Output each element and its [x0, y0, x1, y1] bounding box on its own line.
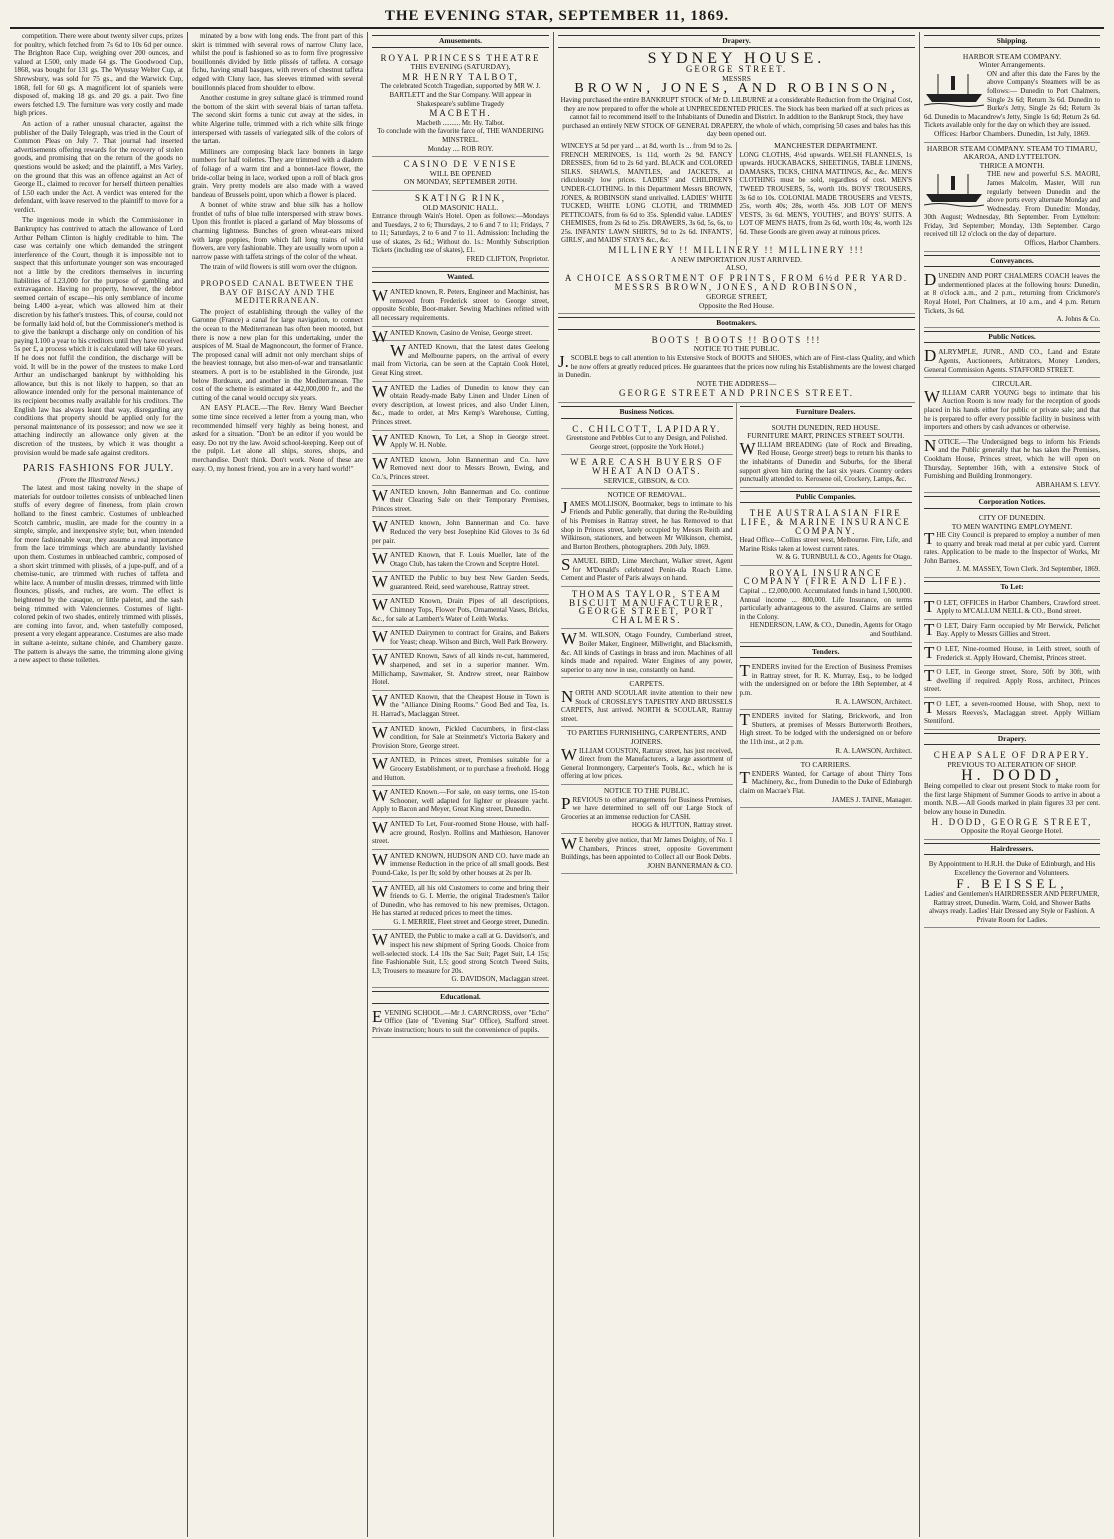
ad-signature: HENDERSON, LAW, & CO., Dunedin, Agents for Otago and Southland.	[749, 621, 912, 639]
wanted-ad: WANTED Known, that the latest dates Geelong and Melbourne papers, on the arrival of every mail from Victoria, can be seen at the Captain Cook Hotel, Great King street.	[372, 341, 549, 381]
ad-signature: JAMES J. TAINE, Manager.	[831, 795, 912, 804]
ad-body: Ladies' and Gentlemen's HAIRDRESSER AND PERFUMER, Rattray street, Dunedin. Warm, Cold, and Shower Baths always ready. Ladies' Hair Dressed any Style or Fashion. A Private Room for Ladies.	[924, 890, 1100, 924]
ad-subhead: CITY OF DUNEDIN.	[978, 512, 1046, 522]
ad-body: WANTED, all his old Customers to come and bring their friends to G. I. Merrie, the original Tradesmen's Tailor of Dunedin, who has removed to his new premises, Octagon. He has started at reduced prices to meet the times.	[372, 881, 549, 918]
section-header-drapery: Drapery.	[924, 733, 1100, 746]
ad-body: PREVIOUS to other arrangements for Business Premises, we have determined to sell off our Large Stock of Groceries at an immense reduction for CASH.	[561, 793, 733, 821]
masthead: THE EVENING STAR, SEPTEMBER 11, 1869.	[10, 8, 1104, 29]
ad-headline: MR HENRY TALBOT,	[402, 71, 519, 82]
ad-signature: J. M. MASSEY, Town Clerk. 3rd September, 1869.	[956, 565, 1100, 574]
article-paragraph: The ingenious mode in which the Commissioner in Bankruptcy has contrived to attach the allowance of Lord Arthur Pelham Clinton is highly creditable to him. The case was certainly one which demanded the stringent interference of the Court, though it is impossible not to suspect that this unfortunate younger son was encouraged not a little by the creditors themselves in incurring liabilities of L23,000 for the purpose of gambling and extravagance. Having no property, however, the debtor seemed certain of escape—his only semblance of income being L400 a-year, which was allowed him at their discretion by his father's trustees. This, of course, could not be formally laid hold of, but the Commissioner's method is to give the bankrupt a discharge only on condition of his paying L100 a year to his creditors until they have received 5s per £, a process which it is calculated will take 60 years. If he does not fulfil the condition, the discharge will be void. It will be in the power of the trustees to make Lord Arthur an undischarged bankrupt by withholding his allowance, but this is not likely to happen, so that an allowance intended only for the personal maintenance of its recipient becomes really available for his creditors. The English law has always leant that way, disregarding any conditions that property should be applied only for the personal maintenance of its possessor; and now we see it attaching indirectly an allowance only given at the discretion of the trustees, by which it was thought a provision would be made safe against creditors.	[14, 216, 183, 457]
column-5	[920, 32, 1104, 1537]
wanted-ad: WANTED the Public to buy best New Garden Seeds, guaranteed. Reid, seed warehouse, Rattray street.	[372, 572, 549, 595]
section-header-shipping: Shipping.	[924, 35, 1100, 48]
notice-ad: DALRYMPLE, JUNR., AND CO., Land and Estate Agents, Auctioneers, Arbitrators, Money Lenders, General Commission Agents. STAFFORD STREET.	[924, 346, 1100, 378]
timaru-steam-ad	[924, 143, 1100, 252]
ad-body: By Appointment to H.R.H. the Duke of Edinburgh, and His Excellency the Governor and Volunteers.	[928, 860, 1096, 877]
ad-subhead: OLD MASONIC HALL.	[422, 202, 499, 212]
ad-subhead: THRICE A MONTH.	[979, 160, 1045, 170]
dodd-ad	[924, 748, 1100, 839]
ad-subhead: WILL BE OPENED	[429, 168, 492, 178]
steamship-icon	[924, 70, 984, 108]
ad-body: Being compelled to clear out present Stock to make room for the first large Shipment of Summer Goods to arrive in about a month. N.B.—All Goods marked in plain figures 33 per cent. below any house in Dunedin.	[924, 782, 1100, 816]
section-header-tenders: Tenders.	[740, 646, 913, 659]
notice-ad	[924, 378, 1100, 436]
furniture-ad	[740, 422, 913, 488]
article-paragraph: A bonnet of white straw and blue silk has a hollow frontlet of tufts of blue tulle interspersed with straw bows. Upon this frontlet is placed a garland of May blossoms of charming lightness. Bunches of green wheat-ears mixed with large poppies, from which fall long trains of wild flowers, are very fashionable. They are usually worn upon a narrow passe with taffeta strings of the color of the wheat.	[192, 201, 363, 261]
ad-body: TENDERS Wanted, for Cartage of about Thirty Tons Machinery, &c., from Dunedin to the Duke of Edinburgh claim on Macrae's Flat.	[739, 767, 912, 795]
article-paragraph: An action of a rather unusual character, against the publisher of the Daily Telegraph, was tried in the Court of Common Pleas on July 7. That journal had inserted advertisements offering rewards for the recovery of stolen goods, and promising that on the return of the goods no questions would be asked; and the plaintiff, a Mrs Varley, on the ground that this was an offence against an Act of George II., claimed to recover for herself thirteen penalties of L50 each under the Act. A verdict was entered for the defendant, with leave reserved to the plaintiff to move for a verdict.	[14, 119, 183, 214]
ad-body: Entrance through Wain's Hotel. Open as follows:—Mondays and Tuesdays, 2 to 6; Thursdays, 2 to 6 and 7 to 11; Fridays, 7 to 11; Saturdays, 2 to 6 and 7 to 11. Admission: Including the use of skates, 2s 6d.; Without do. 1s.: Monthly Subscription Tickets (including use of skates), £1.	[372, 212, 549, 255]
ad-headline: A CHOICE ASSORTMENT OF PRINTS, FROM 6½d PER YARD.	[564, 272, 909, 283]
wanted-ad: WANTED Known, Drain Pipes of all descriptions, Chimney Tops, Flower Pots, Ornamental Vases, Bricks, &c., for sale at Lambert's Water of Leith Works.	[372, 595, 549, 627]
ad-subhead: PREVIOUS TO ALTERATION OF SHOP.	[947, 759, 1077, 769]
wanted-ad: WANTED known, John Bannerman and Co. have Removed next door to Messrs Brown, Ewing, and Co.'s, Princes street.	[372, 454, 549, 486]
price-lists	[558, 142, 915, 245]
article-paragraph: Another costume in grey sultane glacé is trimmed round the bottom of the skirt with several biais of tartan taffeta. The second skirt forms a tunic cut away at the sides, in white Algerine tulle, trimmed with a rich white silk fringe interspersed with tassels of variegated silk of the colors of the tartan.	[192, 94, 363, 146]
wanted-ad	[372, 930, 549, 988]
furniture-and-companies	[737, 403, 916, 874]
wanted-ad: WANTED KNOWN, HUDSON AND CO. have made an immense Reduction in the price of all small goods. Best Pound-Cake, 1s per lb; sold by other houses at 2s per lb.	[372, 850, 549, 882]
ad-body: WILLIAM CARR YOUNG begs to intimate that his Auction Room is now ready for the reception of goods placed in his hands either for public or private sale; and that he is prepared to offer every possible facility in business with importers and others by cash advances or otherwise.	[924, 386, 1100, 432]
section-header-public-notices: Public Notices.	[924, 331, 1100, 344]
article-source: (From the Illustrated News.)	[58, 475, 139, 484]
business-notices	[558, 403, 737, 874]
ad-headline: MESSRS BROWN, JONES, AND ROBINSON,	[614, 282, 859, 293]
wanted-ad: WANTED, in Princes street, Premises suitable for a Grocery Establishment, or to purchase a freehold. Hogg and Hutton.	[372, 754, 549, 786]
business-ad: WM. WILSON, Otago Foundry, Cumberland street, Boiler Maker, Engineer, Millwright, and Blacksmith, &c. All kinds of Castings in brass and iron. Machines of all kinds made and repaired. Water Engines of any power, superior to any now in use, constantly on hand.	[561, 629, 733, 678]
ad-subhead: TO MEN WANTING EMPLOYMENT.	[951, 521, 1073, 531]
business-ad	[561, 489, 733, 555]
lower-split	[558, 403, 915, 874]
ad-subhead: ON MONDAY, SEPTEMBER 20TH.	[403, 177, 518, 187]
article-paragraph: competition. There were about twenty silver cups, prizes for poultry, which fetched from 7s 6d to 10s 6d per ounce. The Brighton Race Cup, weighing over 200 ounces, and valued at L500, only made 64 gs. The Goodwood Cup, 1868, was bought for 131 gs. The Wynstay Welter Cup, at Shrewsbury, was sold for 75 gs., and the Warwick Cup, 1868, fell for 60 gs. A magnificent lot of spaniels were disposed of, making 18 gs. and 20 gs. a pair. Two fine ewers fetched L9. The furniture was very costly and made high prices.	[14, 32, 183, 118]
wanted-ad: WANTED Known, Saws of all kinds re-cut, hammered, sharpened, and set in a superior manner. Wm. Millichamp, Sawmaker, St. Andrew street, near Rainbow Hotel.	[372, 650, 549, 690]
article-paragraph: minated by a bow with long ends. The front part of this skirt is trimmed with several rows of narrow Cluny lace, whilst the pouf is fashioned so as to form five progressive bouillonnés divided by little plissés of taffeta. A corsage fichu, having small basques, with revers of chestnut taffeta edged with Cluny lace, has sleeves trimmed with several bouillonnés placed from shoulder to elbow.	[192, 32, 363, 92]
ad-headline: THE AUSTRALASIAN FIRE LIFE, & MARINE INSURANCE COMPANY.	[740, 508, 911, 536]
price-list-left: WINCEYS at 5d per yard ... at 8d, worth 1s ... from 9d to 2s. FRENCH MERINOES, 1s 11d, worth 2s 9d. FANCY DRESSES, from 6d to 2s 6d yard. BLACK and COLORED SILKS. SHAWLS, MANTLES, and JACKETS, at ridiculously low prices. LADIES' and CHILDREN'S UNDER-CLOTHING. In this Department Messrs BROWN, JONES, & ROBINSON stand unrivalled. LADIES' WHITE TUCKED, WHITE LONG CLOTH, and TRIMMED PETTICOATS, from 6s 6d to 35s. Splendid value. LADIES' CHEMISES, from 2s 6d to 25s. DRAWERS, 3s 6d, 5s, 6s, to 25s. INFANTS' LAWN SHIRTS, 9d to 2s 6d. INFANTS', GIRLS', and MAIDS' STAYS &c., &c.	[558, 142, 737, 245]
wanted-ad: WANTED the Ladies of Dunedin to know they can obtain Ready-made Baby Linen and Under Linen of every description, at lowest prices, and also Under Linen, &c., made to order, at Mrs Kemp's Warehouse, Cutting, Princes street.	[372, 382, 549, 431]
article-title: PROPOSED CANAL BETWEEN THE BAY OF BISCAY AND THE MEDITERRANEAN.	[200, 279, 355, 306]
section-header-to-let: To Let:	[924, 581, 1100, 594]
section-header-companies: Public Companies.	[740, 491, 913, 504]
ad-headline: ROYAL PRINCESS THEATRE	[380, 52, 541, 63]
ad-headline: F. BEISSEL,	[956, 875, 1068, 891]
ad-headline: MACBETH.	[429, 108, 492, 119]
ad-subhead: GEORGE STREET,	[705, 292, 768, 302]
ad-signature: W. & G. TURNBULL & CO., Agents for Otago.	[775, 553, 912, 562]
ad-subhead: SOUTH DUNEDIN, RED HOUSE.	[771, 422, 881, 432]
section-header-drapery: Drapery.	[558, 35, 915, 48]
wanted-ad	[372, 882, 549, 931]
ad-subhead: FURNITURE MART, PRINCES STREET SOUTH.	[747, 431, 905, 441]
ad-headline: CASINO DE VENISE	[403, 159, 518, 170]
ad-body: NORTH AND SCOULAR invite attention to their new Stock of CROSSLEY'S TAPESTRY AND BRUSSELS CARPETS, Just arrived. NORTH & SCOULAR, Rattray street.	[561, 687, 733, 723]
ad-signature: G. I. MERRIE, Fleet street and George street, Dunedin.	[393, 917, 549, 926]
ad-headline: THOMAS TAYLOR, STEAM BISCUIT MANUFACTURER, GEORGE STREET, PORT CHALMERS.	[569, 589, 725, 625]
ad-body: DUNEDIN AND PORT CHALMERS COACH leaves the undermentioned places at the following hours: Dunedin, at 8 o'clock a.m., and 2 p.m., returning from Crickmore's Royal Hotel, Port Chalmers, at 10 a.m., and 4 p.m. Return Tickets, 3s 6d.	[924, 270, 1100, 315]
business-ad	[561, 587, 733, 629]
section-header-furniture: Furniture Dealers.	[740, 406, 913, 419]
ad-headline: C. CHILCOTT, LAPIDARY.	[572, 423, 722, 434]
business-ad	[561, 727, 733, 785]
wanted-ad: WANTED known, R. Peters, Engineer and Machinist, has removed from Frederick street to George street, opposite Scoble, Boot-maker. Sewing Machines refitted with all necessary requirements.	[372, 286, 549, 326]
ad-signature: Offices: Harbor Chambers. Dunedin, 1st July, 1869.	[933, 128, 1091, 138]
ad-subhead: GEORGE STREET.	[685, 64, 788, 75]
steamship-icon	[924, 170, 984, 208]
column-1	[10, 32, 188, 1537]
article-paragraph: The project of establishing through the valley of the Garonne (France) a canal for large navigation, to connect the ocean to the Mediterranean has often been mooted, but there is now a new plan for this undertaking, under the auspices of M. Staal de Magnoncourt, the former of France. The proposed canal will admit not only merchant ships of the heaviest tonnage, but also men-of-war and transatlantic steamers. A port is to be established in the Gironde, just below Bordeaux, and another in the Mediterranean. The cost of the scheme is estimated at 442,000,000 fr., and the cutting of the canal would occupy six years.	[192, 307, 363, 402]
wanted-ad: WANTED Known, that the Cheapest House in Town is the "Alliance Dining Rooms." Good Bed and Tea, 1s. H. Harrad's, Maclaggan Street.	[372, 691, 549, 723]
wanted-ad: WANTED known, John Bannerman and Co. continue their Clearing Sale on their Temporary Premises, Princes street.	[372, 486, 549, 518]
section-header-bootmakers: Bootmakers.	[558, 317, 915, 330]
to-let-ad: TO LET, a seven-roomed House, with Shop, next to Messrs Reeves's, Maclaggan street. Apply William Stentiford.	[924, 698, 1100, 730]
wanted-ad: WANTED known, Pickled Cucumbers, in first-class condition, for Sale at Steinmetz's Victoria Bakery and Provision Store, George street.	[372, 723, 549, 755]
business-ad: SAMUEL BIRD, Lime Merchant, Walker street, Agent for M'Donald's celebrated Penin-ula Roach Lime. Cement and Plaster of Paris always on hand.	[561, 555, 733, 587]
ad-subhead: ALSO,	[725, 263, 748, 273]
to-let-ad: TO LET, Nine-roomed House, in Leith street, south of Frederick st. Apply Howard, Chemist, Princes street.	[924, 643, 1100, 666]
ad-body: Head Office—Collins street west, Melbourne. Fire, Life, and Marine Risks taken at lowest current rates.	[739, 536, 912, 553]
ad-subhead: Opposite the Red House.	[699, 300, 774, 310]
ad-body: The celebrated Scotch Tragedian, supported by MR W. J. BARTLETT and the Star Company. Will appear in Shakespeare's sublime Tragedy	[380, 82, 541, 108]
ad-subhead: MESSRS	[722, 73, 751, 83]
ad-subhead: NOTICE TO THE PUBLIC.	[603, 785, 690, 795]
section-header-amusements: Amusements.	[372, 35, 549, 48]
ad-signature: JOHN BANNERMAN & CO.	[647, 861, 733, 870]
education-ad: EVENING SCHOOL.—Mr J. CARNCROSS, over "Echo" Office (late of "Evening Star" Office), Stafford street. Private instruction; hours to suit the convenience of pupils.	[372, 1007, 549, 1039]
section-header-corporation: Corporation Notices.	[924, 496, 1100, 509]
ad-body: THE new and powerful S.S. MAORI, James Malcolm, Master, Will run regularly between Dunedin and the above ports every alternate Monday and Wednesday. From Dunedin: Monday, 30th August; Wednesday, 8th September. From Lyttelton: Friday, 3rd September; Monday, 13th September. Cargo received till 12 o'clock on the day of departure.	[924, 170, 1100, 239]
ad-body: WANTED, the Public to make a call at G. Davidson's, and inspect his new shipment of Spring Goods. Choice from well-selected stock. L4 10s the Sac Suit; Paget Suit, L4 15s; fine Fashionable Suit, L5; good strong Scotch Tweed Suits, L3; Trousers to measure for 20s.	[372, 930, 549, 975]
theatre-ad	[372, 51, 549, 158]
ad-headline: GEORGE STREET AND PRINCES STREET.	[619, 388, 854, 399]
ad-signature: HOGG & HUTTON, Rattray street.	[631, 821, 733, 830]
ad-body: THE City Council is prepared to employ a number of men to quarry and break road metal at per cubic yard. Current rates. Application to be made to the Inspector of Works, Mr John Barnes.	[924, 529, 1100, 565]
casino-ad	[372, 157, 549, 191]
ad-signature: A. Johns & Co.	[1056, 315, 1100, 324]
ad-headline: SKATING RINK,	[415, 192, 506, 203]
ad-signature: R. A. LAWSON, Architect.	[835, 697, 912, 706]
wanted-ad: WANTED Known, Casino de Venise, George street.	[372, 327, 549, 342]
ad-body: Having purchased the entire BANKRUPT STOCK of Mr D. LILBURNE at a considerable Reduction from the Original Cost, they are now prepared to offer the whole at UNPRECEDENTED PRICES. The Stock has been marked off at such prices as cannot fail to recommend itself to the Inhabitants of Dunedin and District. In addition to the Bankrupt Stock, they have purchased an entirely NEW STOCK OF GENERAL DRAPERY, the whole of which, comprising 50 cases and bales has this day been opened out.	[560, 95, 913, 139]
business-ad	[561, 422, 733, 456]
ad-subhead: MANCHESTER DEPARTMENT.	[774, 140, 878, 150]
ad-subhead: CIRCULAR.	[992, 379, 1032, 389]
ad-signature: R. A. LAWSON, Architect.	[835, 746, 912, 755]
wanted-ad: WANTED Known, To Let, a Shop in George street. Apply W. H. Noble.	[372, 431, 549, 454]
to-let-ad: TO LET, OFFICES in Harbor Chambers, Crawford street. Apply to M'CALLUM NEILL & CO., Bond street.	[924, 597, 1100, 620]
ad-headline: BOOTS ! BOOTS !! BOOTS !!!	[651, 334, 822, 345]
ad-body: TENDERS invited for Slating, Brickwork, and Iron Shutters, at premises of Messrs Butterworth Brothers, High street. To be lodged with the undersigned on or before the 11th inst., at 2 p.m.	[739, 710, 912, 746]
business-ad	[561, 678, 733, 727]
column-2	[188, 32, 368, 1537]
ad-headline: H. DODD, GEORGE STREET,	[931, 816, 1093, 827]
ad-headline: CHEAP SALE OF DRAPERY.	[933, 750, 1091, 761]
ad-body: WILLIAM BREADING (late of Rock and Breading, Red House, George street) begs to return his thanks to the inhabitants of Dunedin and Suburbs, for the liberal support given him during the last six years. Country orders punctually attended to. Kerosene oil, Crockery, Lamps, &c.	[739, 438, 912, 484]
ad-subhead: HARBOR STEAM COMPANY.	[962, 51, 1062, 61]
ad-body: NOTICE.—The Undersigned begs to inform his Friends and the Public generally that he has taken the Premises, Cookham House, Princes street, which he will open on Thursday, September 16th, with a extensive Stock of Furnishing and Building Ironmongery.	[924, 435, 1100, 481]
tender-ad	[740, 710, 913, 759]
ad-body: ON and after this date the Fares by the above Company's Steamers will be as follows:— Dunedin to Port Chalmers, Single 2s 6d; Return 3s 6d. Dunedin to Burke's Jetty, Single 2s 6d; Return 3s 6d. Dunedin to Macandrew's Jetty, Single 1s 6d; Return 2s 6d. Tickets available only for the day on which they are issued.	[924, 69, 1100, 130]
to-let-ad: TO LET, Dairy Farm occupied by Mr Berwick, Pelichet Bay. Apply to Messrs Gillies and Street.	[924, 620, 1100, 643]
ad-body: J.SCOBLE begs to call attention to his Extensive Stock of BOOTS and SHOES, which are of First-class Quality, and which he now offers at greatly reduced prices. He guarantees that the prices now ruling his Establishments are the lowest charged in Dunedin.	[558, 352, 915, 380]
section-header-business: Business Notices.	[561, 406, 733, 419]
ad-headline: MILLINERY !! MILLINERY !! MILLINERY !!!	[608, 245, 865, 256]
ad-signature: ABRAHAM S. LEVY.	[1035, 480, 1100, 489]
section-header-conveyances: Conveyances.	[924, 255, 1100, 268]
ad-body: WILLIAM COUSTON, Rattray street, has just received, direct from the Manufacturers, a large assortment of General Ironmongery, Carpenter's Tools, &c., which he is offering at low prices.	[561, 744, 733, 781]
ad-subhead: A NEW IMPORTATION JUST ARRIVED.	[671, 254, 802, 264]
boots-ad	[558, 333, 915, 403]
ad-signature: G. DAVIDSON, Maclaggan street.	[451, 975, 549, 984]
insurance-ad	[740, 566, 913, 643]
ad-subhead: NOTE THE ADDRESS—	[696, 378, 777, 388]
ad-subhead: Winter Arrangements.	[978, 60, 1046, 70]
tender-ad	[740, 661, 913, 710]
ad-subhead: THIS EVENING (SATURDAY),	[410, 62, 511, 72]
section-header-educational: Educational.	[372, 991, 549, 1004]
article-paragraph: Milliners are composing black lace bonnets in large numbers for half toilettes. They are trimmed with a diadem of foliage of a warm tint and a bonnet-lace flower, the bride-collar being in lace, worked upon a roll of black gros grain. Very pretty models are also made with a waved bandeau of Brussels point, upon which a flower is placed.	[192, 147, 363, 199]
ad-body: Greenstone and Pebbles Cut to any Design, and Polished. George street, (opposite the York Hotel.)	[566, 434, 728, 451]
tender-ad	[740, 759, 913, 808]
section-header-hairdressers: Hairdressers.	[924, 843, 1100, 856]
ad-body: LONG CLOTHS, 4½d upwards. WELSH FLANNELS, 1s upwards. HUCKABACKS, SHEETINGS, TABLE LINENS, DAMASKS, TICKS, CHINA MATTINGS, &c., &c. MEN'S CLOTHING must be sold, regardless of cost. MEN'S TWEED TROUSERS, 5s, worth 10s. BOYS' TROUSERS, 3s 6d to 10s. COLONIAL MADE TROUSERS and VESTS, 25s, worth 40s; 28s, worth 45s. JOB LOT OF MEN'S VESTS, 3s 6d. MEN'S, YOUTHS', and BOYS' SUITS. A LOT OF MEN'S HATS, from 2s 6d, worth 10s; 4s, worth 12s 6d. These Goods are given away at ruinous prices.	[739, 150, 912, 236]
notice-ad	[924, 436, 1100, 494]
column-4	[554, 32, 920, 1537]
ad-subhead: TO PARTIES FURNISHING, CARPENTERS, AND JOINERS.	[566, 728, 727, 746]
article-paragraph: The latest and most taking novelty in the shape of materials for outdoor toilettes consists of unbleached linen stuffs of every degree of fineness, from plain crown holland to the finest cambric. Costumes of unbleached Scotch cambric, muslin, are made for the country in a simple, simple, and inexpensive style; but, when intended for more fashionable wear, they assume a real importance from the lace trimmings which are abundantly lavished upon them. Costumes in unbleached cambric, composed of a short skirt trimmed with plissés, of a jupe-puff, and of a chemise-tunic, are trimmed with ruches of taffeta and white lace. A number of muslin dresses, trimmed with little flounces, plissés, and ruches, are worn. The effect is heightened by the casaque, or little paletot, and the sash being trimmed with Valenciennes. Costumes of light-colored pekin of two shades, entirely trimmed with plissés, are coming into favor, and, when tastefully composed, present a very elegant appearance. Costumes are also made in sultane a-teinte, sultane chinée, and Chambery gauze. The pattern is always the same, the trimming alone giving a new aspect to these toilettes.	[14, 484, 183, 665]
ad-signature: Offices, Harbor Chambers.	[1024, 239, 1100, 248]
business-ad	[561, 834, 733, 874]
article-paragraph: The train of wild flowers is still worn over the chignon.	[200, 263, 358, 272]
article-paragraph: AN EASY PLACE.—The Rev. Henry Ward Beecher some time since received a letter from a young man, who recommended himself very highly as being honest, and asked for a situation. "Don't be an editor if you would be easy. Do not try the law. Avoid school-keeping. Keep out of the pulpit. Let alone all ships, stores, shops, and merchandise. Don't think. Don't work. None of these are easy. O, my honest friend, you are in a very hard world!"	[192, 404, 363, 473]
rink-ad	[372, 191, 549, 268]
wanted-ad: WANTED known, John Bannerman and Co. have Reduced the very best Josephine Kid Gloves to 3s 6d per pair.	[372, 517, 549, 549]
to-let-ad: TO LET, in George street, Store, 50ft by 30ft, with dwelling if required. Apply Ross, architect, Princes street.	[924, 666, 1100, 698]
ad-body: Capital ... £2,000,000. Accumulated funds in hand 1,500,000. Annual income ... 800,000. Life Insurance, on terms particularly advantageous to the assured. Claims are settled in the Colony.	[739, 587, 912, 621]
column-3	[368, 32, 554, 1537]
ad-subhead: Opposite the Royal George Hotel.	[960, 826, 1064, 836]
ad-headline: H. DODD,	[961, 766, 1063, 784]
sydney-house-ad	[558, 51, 915, 315]
ad-signature: SERVICE, GIBSON, & CO.	[603, 475, 690, 485]
price-list-right	[737, 142, 916, 245]
ad-subhead: CARPETS.	[629, 679, 665, 689]
wanted-ad: WANTED To Let, Four-roomed Stone House, with half-acre ground, Roslyn. Rollins and Mathieson, Hanover street.	[372, 818, 549, 850]
columns	[10, 32, 1104, 1537]
ad-subhead: TO CARRIERS.	[800, 760, 851, 770]
ad-signature: FRED CLIFTON, Proprietor.	[466, 255, 549, 264]
harbor-steam-ad	[924, 51, 1100, 143]
wanted-ad: WANTED Known, that F. Louis Mueller, late of the Otago Club, has taken the Crown and Sceptre Hotel.	[372, 549, 549, 572]
section-header-wanted: Wanted.	[372, 271, 549, 284]
ad-headline: WE ARE CASH BUYERS OF WHEAT AND OATS.	[569, 457, 724, 476]
corporation-ad	[924, 512, 1100, 578]
ad-body: WE hereby give notice, that Mr James Doighty, of No. 1 Chambers, Princes street, opposite Government Buildings, has been appointed to Collect all our Book Debts.	[561, 833, 733, 862]
wanted-ad: WANTED Dairymen to contract for Grains, and Bakers for Yeast; cheap. Wilson and Birch, Well Park Brewery.	[372, 627, 549, 650]
ad-body: To conclude with the favorite farce of, THE WANDERING MINSTREL.	[377, 127, 544, 144]
ad-headline: SYDNEY HOUSE.	[647, 49, 826, 67]
ad-subhead: NOTICE TO THE PUBLIC.	[693, 344, 780, 354]
article-title: PARIS FASHIONS FOR JULY.	[22, 463, 175, 475]
ad-body: JAMES MOLLISON, Bootmaker, begs to intimate to his Friends and Public generally, that during the Re-building of his Premises in Rattray street, he has Removed to that shop in Princes street, lately occupied by Messrs Reith and Wilkinson, stationers, and between Mr Wilkinson, chemist, and Burton Brothers, photographers. 20th July, 1869.	[561, 497, 733, 551]
ad-body: Macbeth .......... Mr. Hy. Talbot.	[416, 118, 505, 127]
ad-headline: BROWN, JONES, AND ROBINSON,	[574, 81, 899, 97]
business-ad	[561, 785, 733, 834]
ad-headline: ROYAL INSURANCE COMPANY (FIRE AND LIFE).	[743, 567, 908, 587]
business-ad	[561, 455, 733, 489]
ad-body: TENDERS invited for the Erection of Business Premises in Rattray street, for R. K. Murray, Esq., to be lodged with the undersigned on or before the 18th September, at 4 p.m.	[739, 661, 912, 697]
wanted-ad: WANTED Known.—For sale, on easy terms, one 15-ton Schooner, well adapted for lighter or pleasure yacht. Apply to Bacon and Meyer, Great King street, Dunedin.	[372, 786, 549, 818]
ad-subhead: NOTICE OF REMOVAL.	[607, 490, 687, 500]
insurance-ad	[740, 506, 913, 566]
hairdresser-ad	[924, 858, 1100, 928]
ad-subhead: HARBOR STEAM COMPANY. STEAM TO TIMARU, AKAROA, AND LYTTELTON.	[926, 143, 1098, 162]
ad-body: Monday .... ROB ROY.	[427, 144, 494, 153]
coach-ad	[924, 270, 1100, 328]
